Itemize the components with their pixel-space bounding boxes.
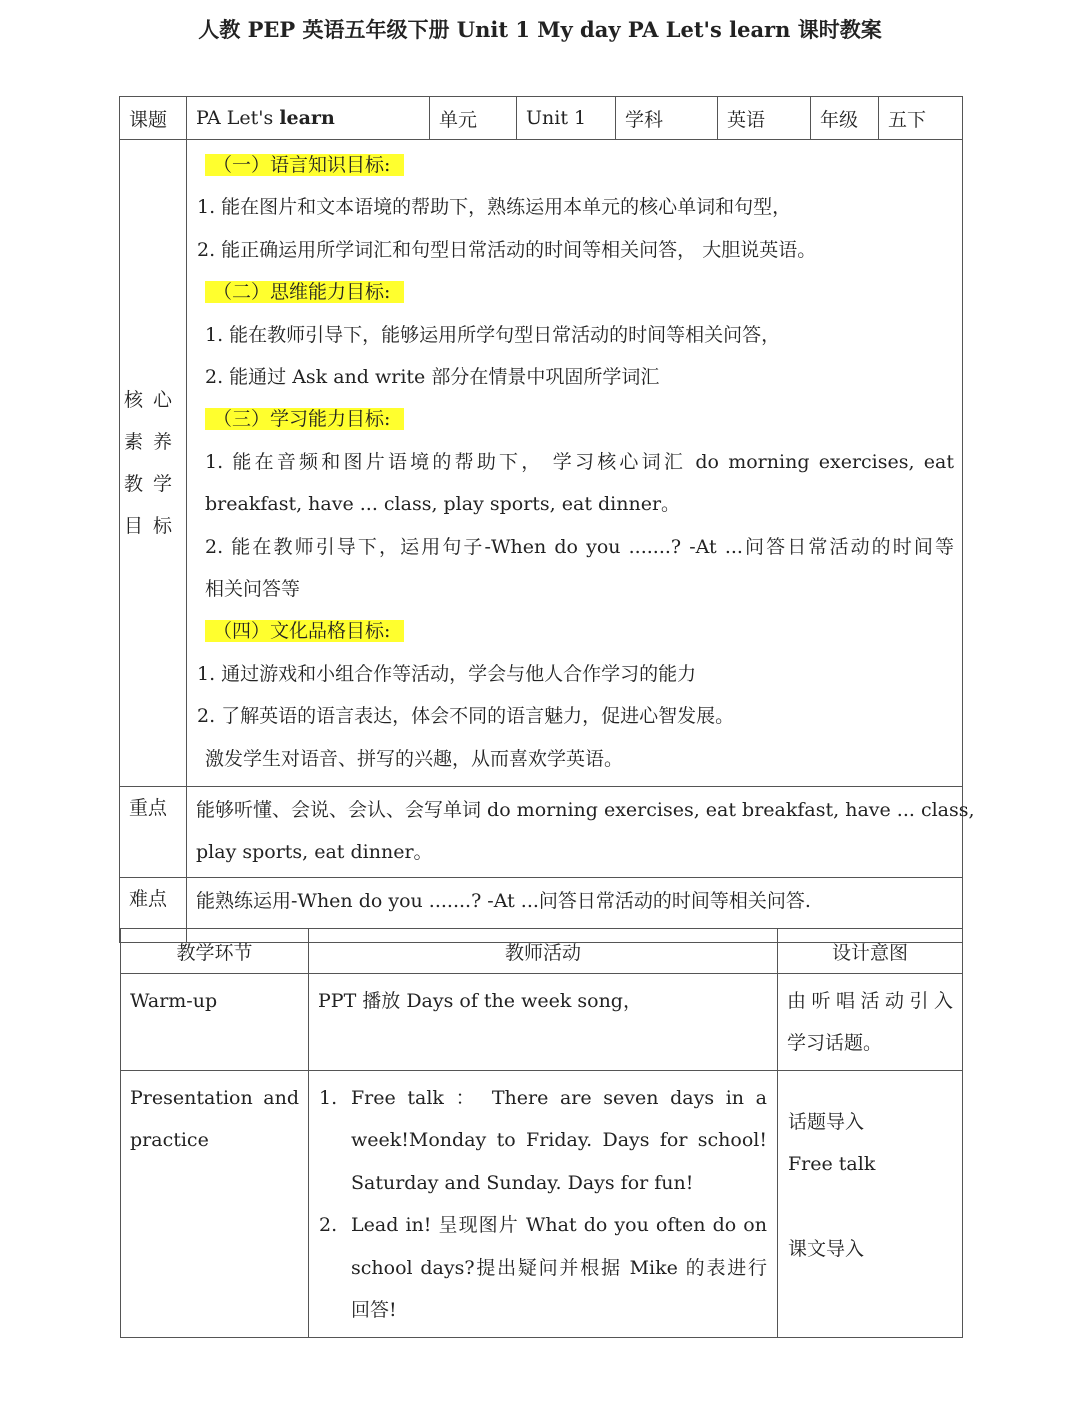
header-row	[120, 97, 963, 140]
subject-label: 学科	[616, 97, 718, 140]
warmup-row	[121, 974, 963, 1071]
goals-content	[187, 140, 963, 787]
difficulty-content: 能熟练运用-When do you .......? -At ...问答日常活动的时间等相关问答.	[187, 878, 963, 943]
section3-item: breakfast, have ... class, play sports, eat dinner。	[205, 493, 681, 516]
header-stage: 教学环节	[121, 929, 309, 974]
lesson-info-table	[119, 96, 975, 943]
subject-value: 英语	[718, 97, 811, 140]
grade-label: 年级	[811, 97, 879, 140]
unit-label: 单元	[430, 97, 517, 140]
goals-row	[120, 140, 963, 787]
difficulty-label: 难点	[120, 878, 187, 943]
header-activity: 教师活动	[309, 929, 778, 974]
key-point-label: 重点	[120, 787, 187, 878]
activity-header-row	[121, 929, 963, 974]
section4-title: （四）文化品格目标:	[205, 620, 404, 642]
warmup-activity: PPT 播放 Days of the week song，	[309, 974, 778, 1071]
presentation-stage: Presentation and practice	[121, 1071, 309, 1338]
warmup-intent: 由听唱活动引入 学习话题。	[778, 974, 963, 1071]
section3-item: 2. 能在教师引导下，运用句子-When do you .......? -At ...问答日常活动的时间等	[205, 535, 954, 558]
document-title: 人教 PEP 英语五年级下册 Unit 1 My day PA Let's learn 课时教案	[198, 17, 882, 42]
section3-item: 1. 能在音频和图片语境的帮助下， 学习核心词汇 do morning exercises, eat	[205, 450, 954, 473]
section4-item: 激发学生对语音、拼写的兴趣，从而喜欢学英语。	[205, 747, 624, 770]
section2-item: 2. 能通过 Ask and write 部分在情景中巩固所学词汇	[205, 366, 660, 389]
unit-value: Unit 1	[517, 97, 616, 140]
section2-item: 1. 能在教师引导下，能够运用所学句型日常活动的时间等相关问答，	[205, 323, 781, 346]
section1-title: （一）语言知识目标:	[205, 154, 404, 176]
presentation-activity	[309, 1071, 778, 1338]
section2-title: （二）思维能力目标:	[205, 281, 404, 303]
warmup-stage: Warm-up	[121, 974, 309, 1071]
section3-item: 相关问答等	[205, 578, 301, 601]
course-value: PA Let's learn	[187, 97, 430, 140]
section1-item: 1. 能在图片和文本语境的帮助下，熟练运用本单元的核心单词和句型，	[197, 196, 792, 219]
section1-item: 2. 能正确运用所学词汇和句型日常活动的时间等相关问答， 大胆说英语。	[197, 238, 817, 261]
section4-item: 1. 通过游戏和小组合作等活动，学会与他人合作学习的能力	[197, 662, 697, 685]
presentation-intent: 话题导入 Free talk 课文导入	[778, 1071, 963, 1338]
section3-title: （三）学习能力目标:	[205, 408, 404, 430]
grade-value: 五下	[879, 97, 963, 140]
header-intent: 设计意图	[778, 929, 963, 974]
list-item: 2. Lead in! 呈现图片 What do you often do on school days?提出疑问并根据 Mike 的表进行 回答!	[319, 1214, 767, 1322]
key-point-content: 能够听懂、会说、会认、会写单词 do morning exercises, eat breakfast, have ... class, play sports, eat dinner。	[187, 787, 963, 878]
list-item: 1. Free talk ： There are seven days in a week!Monday to Friday. Days for school! Saturday and Sunday. Days for fun!	[319, 1087, 767, 1194]
goals-side-label: 核心 素养 教学 目标	[120, 140, 187, 787]
key-point-row	[120, 787, 963, 878]
activity-table	[120, 928, 963, 1338]
course-label: 课题	[120, 97, 187, 140]
presentation-row	[121, 1071, 963, 1338]
section4-item: 2. 了解英语的语言表达，体会不同的语言魅力，促进心智发展。	[197, 705, 735, 728]
